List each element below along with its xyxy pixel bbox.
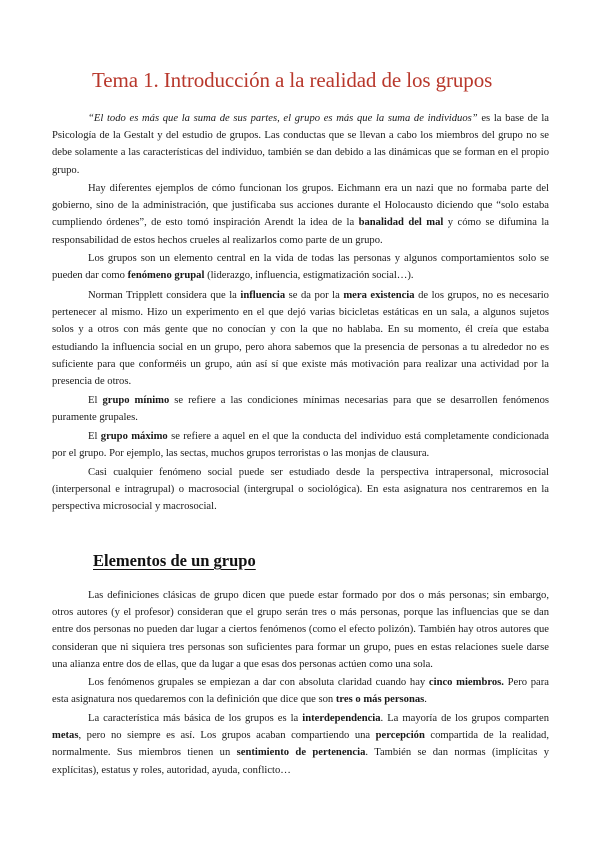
- paragraph-grupo-maximo: [52, 428, 549, 462]
- paragraph-gestalt: [52, 110, 549, 179]
- paragraph-text: . La mayoría de los grupos comparten: [380, 713, 549, 724]
- paragraph-text: Norman Tripplett considera que la: [88, 290, 241, 301]
- paragraph-text: , pero no siempre es así. Los grupos acaban compartiendo una: [78, 730, 376, 742]
- bold-term: fenómeno grupal: [127, 270, 205, 282]
- paragraph-interdependencia: [52, 710, 549, 779]
- bold-term: mera existencia: [343, 290, 415, 301]
- paragraph-text: se refiere a las condiciones mínimas necesarias para que se desarrollen fenómenos puramente grupales.: [52, 395, 549, 424]
- paragraph-tripplett: [52, 287, 549, 390]
- bold-term: cinco miembros.: [428, 677, 504, 688]
- paragraph-fenomeno-grupal: [52, 250, 549, 284]
- paragraph-text: . También se dan normas (implícitas y explícitas), estatus y roles, autoridad, ayuda, conflicto…: [52, 747, 550, 776]
- paragraph-text: El: [88, 395, 103, 406]
- bold-term: grupo mínimo: [102, 395, 170, 406]
- paragraph-text: La característica más básica de los grupos es la: [88, 713, 303, 724]
- quote-text: “El todo es más que la suma de sus partes, el grupo es más que la suma de individuos”: [88, 113, 478, 124]
- paragraph-text: se refiere a aquel en el que la conducta del individuo está completamente condicionada por el grupo. Por ejemplo, las sectas, muchos grupos terroristas o las monjas de clausura.: [52, 431, 549, 460]
- paragraph-text: (liderazgo, influencia, estigmatización social…).: [204, 270, 414, 282]
- paragraph-definiciones: [52, 587, 549, 673]
- paragraph-text: es la base de la Psicología de la Gestalt y del estudio de grupos. Las conductas que se llevan a cabo los miembros del grupo no se debe solamente a las características del individuo, también se dan debido a las dinámicas que se forman en el propio grupo.: [52, 113, 549, 176]
- paragraph-text: .: [424, 694, 427, 706]
- paragraph-text: Las definiciones clásicas de grupo dicen que puede estar formado por dos o más personas; sin embargo, otros autores (y el profesor) consideran que el grupo serán tres o más personas, porque las influencias que se dan entre dos personas no pueden dar lugar a ciertos fenómenos (como el efecto polizón). También hay otros autores que consideran que ni siquiera tres personas son suficientes para formar un grupo, pues en estas relaciones suele darse una alianza entre dos de ellas, que da lugar a que esas dos personas actúen como una sola.: [52, 590, 549, 670]
- page-title: Tema 1. Introducción a la realidad de los grupos: [92, 68, 493, 92]
- paragraph-text: El: [88, 431, 101, 442]
- section-title: Elementos de un grupo: [93, 551, 256, 570]
- paragraph-text: Los grupos son un elemento central en la vida de todas las personas y algunos comportamientos solo se pueden dar como: [52, 253, 549, 282]
- paragraph-text: compartida de la realidad, normalmente. Sus miembros tienen un: [52, 730, 549, 759]
- paragraph-eichmann: [52, 180, 549, 249]
- paragraph-text: se da por la: [285, 290, 344, 301]
- paragraph-text: de los grupos, no es necesario pertenecer al mismo. Hizo un experimento en el que dejó varias bicicletas estáticas en un sala, a algunos sujetos solos y a otros con más gente que no conocían y con la que no hablaba. En su momento, él creía que estaba estudiando la influencia social en un grupo, pero ahora sabemos que la presencia de personas a tu alrededor no es suficiente para que conforméis un grupo, aún así sí que existe más motivación para realizar una actividad por la presencia de otros.: [52, 290, 549, 388]
- bold-term: metas: [52, 730, 79, 742]
- paragraph-text: Pero para esta asignatura nos quedaremos con la definición que dice que son: [52, 677, 549, 706]
- bold-term: sentimiento de pertenencia: [236, 747, 366, 759]
- bold-term: banalidad del mal: [358, 217, 444, 229]
- bold-term: influencia: [240, 290, 286, 301]
- paragraph-text: y cómo se difumina la responsabilidad de estos hechos crueles al realizarlos como parte de un grupo.: [52, 217, 549, 246]
- paragraph-text: Casi cualquier fenómeno social puede ser estudiado desde la perspectiva intrapersonal, microsocial (interpersonal e intragrupal) o macrosocial (intergrupal o sociológica). En esta asignatura nos centraremos en la perspectiva microsocial y macrosocial.: [52, 467, 549, 513]
- paragraph-fenomenos-grupales: [52, 674, 549, 708]
- paragraph-grupo-minimo: [52, 392, 549, 426]
- bold-term: tres o más personas: [335, 694, 425, 706]
- bold-term: grupo máximo: [100, 431, 168, 442]
- bold-term: percepción: [375, 730, 425, 742]
- paragraph-text: Los fenómenos grupales se empiezan a dar con absoluta claridad cuando hay: [88, 677, 429, 688]
- bold-term: interdependencia: [302, 713, 381, 724]
- paragraph-text: Hay diferentes ejemplos de cómo funcionan los grupos. Eichmann era un nazi que no formaba parte del gobierno, sino de la administración, que justificaba sus acciones durante el Holocausto diciendo que “solo estaba cumpliendo órdenes”, de esto tomó inspiración Arendt la idea de la: [52, 183, 549, 229]
- paragraph-perspectivas: [52, 464, 549, 516]
